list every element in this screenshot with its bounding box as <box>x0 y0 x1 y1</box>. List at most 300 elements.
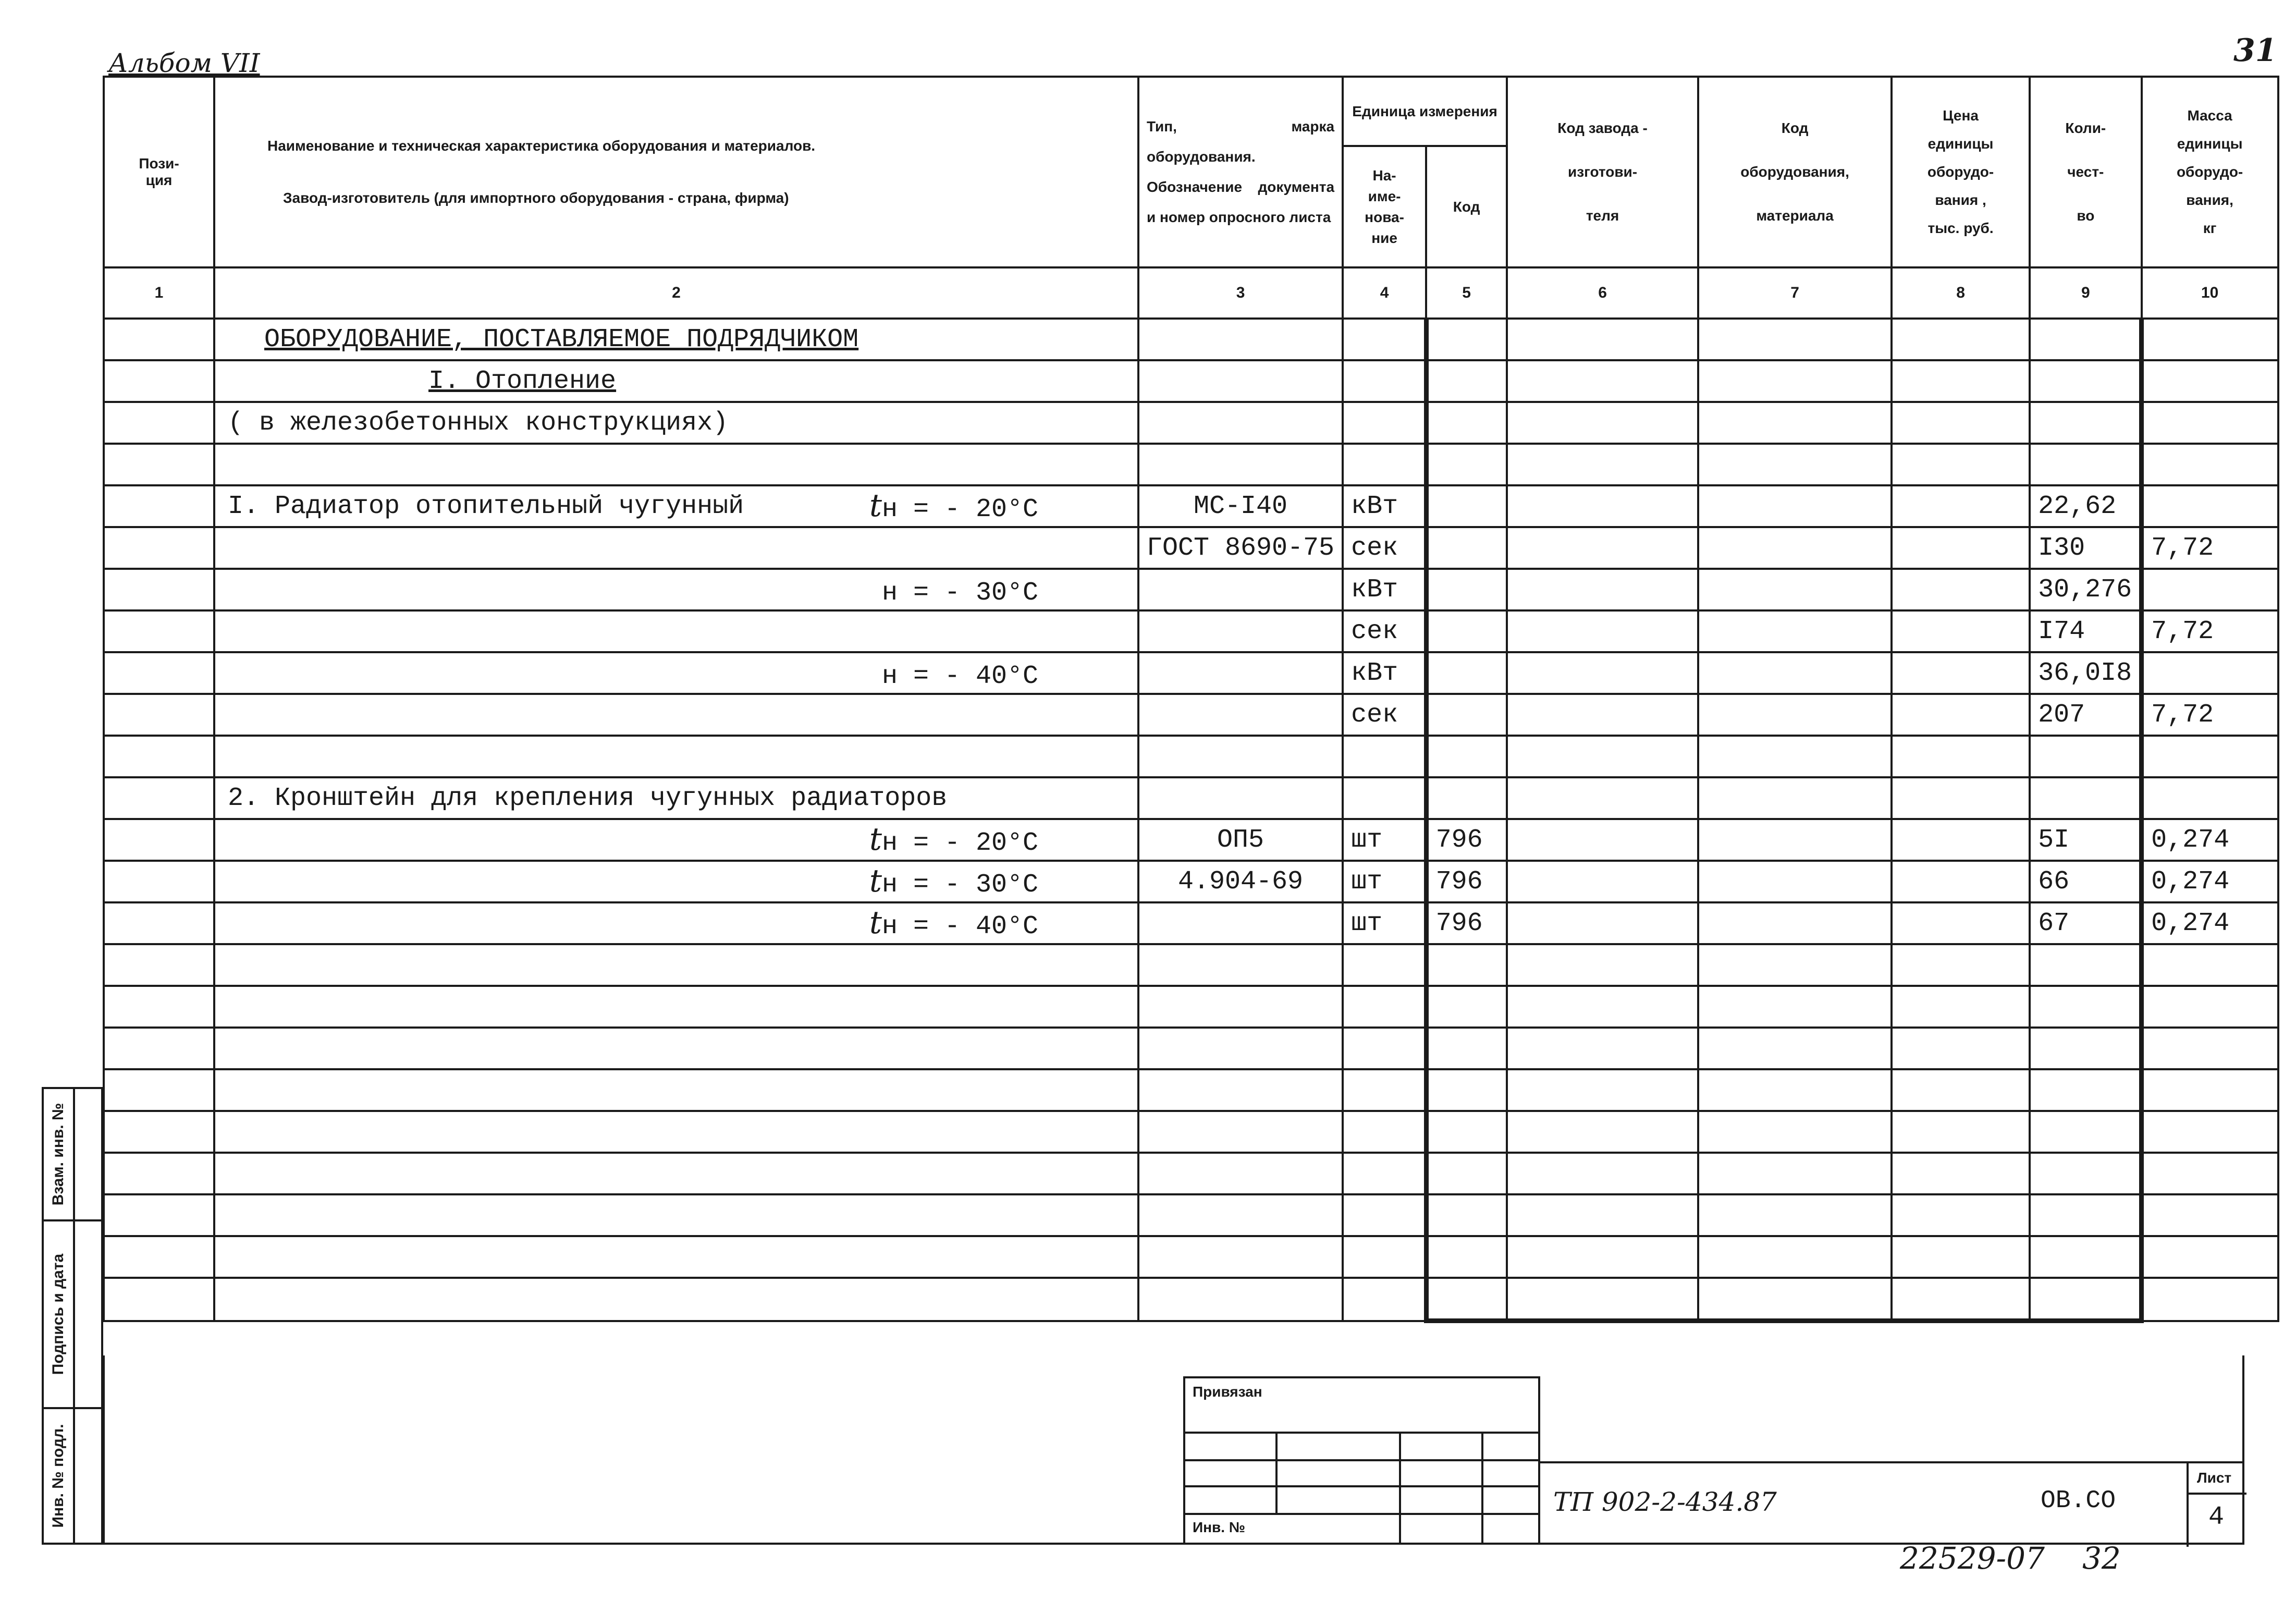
header-position: Пози- ция <box>104 77 214 267</box>
cell-col-10 <box>2142 1153 2278 1194</box>
cell-col-9 <box>2030 1194 2142 1236</box>
cell-col-4: шт <box>1343 861 1426 902</box>
cell-col-5 <box>1426 944 1507 986</box>
cell-col-1 <box>104 1111 214 1153</box>
cell-col-4 <box>1343 1111 1426 1153</box>
cell-col-3 <box>1138 1153 1343 1194</box>
doc-code: ТП 902-2-434.87 <box>1553 1487 1777 1517</box>
cell-col-1 <box>104 402 214 444</box>
cell-col-6 <box>1507 1028 1698 1069</box>
cell-col-1 <box>104 1236 214 1278</box>
cell-col-4 <box>1343 736 1426 777</box>
cell-col-4: кВт <box>1343 652 1426 694</box>
cell-col-1 <box>104 1153 214 1194</box>
cell-col-7 <box>1698 1278 1892 1321</box>
cell-col-5 <box>1426 485 1507 527</box>
temperature-value: н = - 40°C <box>881 662 1038 691</box>
cell-col-8 <box>1892 652 2030 694</box>
temperature-condition <box>869 487 1038 524</box>
cell-col-3 <box>1138 402 1343 444</box>
column-number: 2 <box>214 267 1138 319</box>
side-field-vzam <box>42 1087 103 1221</box>
cell-col-8 <box>1892 1236 2030 1278</box>
cell-col-8 <box>1892 319 2030 360</box>
cell-col-1 <box>104 485 214 527</box>
cell-col-5: 796 <box>1426 902 1507 944</box>
item-name: ОБОРУДОВАНИЕ, ПОСТАВЛЯЕМОЕ ПОДРЯДЧИКОМ <box>264 324 859 355</box>
table-row <box>104 319 2278 360</box>
cell-col-7 <box>1698 736 1892 777</box>
cell-col-10: 7,72 <box>2142 527 2278 569</box>
cell-col-6 <box>1507 527 1698 569</box>
specification-table <box>103 76 2279 1323</box>
cell-col-2 <box>214 485 1138 527</box>
privyazan-label: Привязан <box>1193 1384 1262 1400</box>
table-row <box>104 819 2278 861</box>
cell-col-6 <box>1507 444 1698 485</box>
cell-col-2 <box>214 360 1138 402</box>
privyazan-block <box>1183 1376 1540 1545</box>
temperature-value: н = - 30°C <box>881 870 1038 900</box>
cell-col-5 <box>1426 444 1507 485</box>
cell-col-9 <box>2030 1028 2142 1069</box>
temperature-condition <box>882 571 1038 608</box>
cell-col-7 <box>1698 1153 1892 1194</box>
cell-col-4 <box>1343 319 1426 360</box>
sheet-number: 4 <box>2208 1502 2225 1532</box>
cell-col-1 <box>104 944 214 986</box>
table-row <box>104 736 2278 777</box>
cell-col-4 <box>1343 402 1426 444</box>
header-equipment-code: Код оборудования, материала <box>1698 77 1892 267</box>
cell-col-2 <box>214 819 1138 861</box>
table-row <box>104 569 2278 610</box>
cell-col-1 <box>104 819 214 861</box>
cell-col-1 <box>104 1278 214 1321</box>
header-unit-code: Код <box>1426 146 1507 267</box>
table-row <box>104 1153 2278 1194</box>
cell-col-10 <box>2142 944 2278 986</box>
cell-col-10: 0,274 <box>2142 902 2278 944</box>
cell-col-3 <box>1138 444 1343 485</box>
cell-col-5 <box>1426 1028 1507 1069</box>
cell-col-4 <box>1343 1278 1426 1321</box>
cell-col-6 <box>1507 986 1698 1028</box>
table-row <box>104 694 2278 736</box>
cell-col-1 <box>104 610 214 652</box>
cell-col-1 <box>104 861 214 902</box>
side-label-inv: Инв. № подл. <box>50 1424 67 1528</box>
cell-col-2 <box>214 1153 1138 1194</box>
cell-col-6 <box>1507 902 1698 944</box>
temperature-symbol: t <box>869 821 882 858</box>
cell-col-4 <box>1343 1153 1426 1194</box>
cell-col-1 <box>104 1194 214 1236</box>
cell-col-2 <box>214 1028 1138 1069</box>
cell-col-3 <box>1138 1194 1343 1236</box>
cell-col-3 <box>1138 1111 1343 1153</box>
cell-col-5 <box>1426 319 1507 360</box>
cell-col-8 <box>1892 402 2030 444</box>
cell-col-10: 0,274 <box>2142 861 2278 902</box>
cell-col-10 <box>2142 1028 2278 1069</box>
doc-mark: ОВ.СО <box>2041 1487 2116 1515</box>
cell-col-7 <box>1698 1069 1892 1111</box>
cell-col-9 <box>2030 1111 2142 1153</box>
table-row <box>104 444 2278 485</box>
cell-col-4: шт <box>1343 902 1426 944</box>
cell-col-10 <box>2142 1069 2278 1111</box>
cell-col-2 <box>214 986 1138 1028</box>
album-label: Альбом VII <box>108 48 260 78</box>
cell-col-9 <box>2030 1236 2142 1278</box>
cell-col-7 <box>1698 527 1892 569</box>
cell-col-2 <box>214 1236 1138 1278</box>
table-row <box>104 1194 2278 1236</box>
cell-col-9: 36,0I8 <box>2030 652 2142 694</box>
cell-col-2 <box>214 1278 1138 1321</box>
cell-col-3 <box>1138 319 1343 360</box>
cell-col-2 <box>214 944 1138 986</box>
cell-col-4: сек <box>1343 694 1426 736</box>
cell-col-7 <box>1698 652 1892 694</box>
cell-col-10 <box>2142 736 2278 777</box>
cell-col-5: 796 <box>1426 819 1507 861</box>
cell-col-4 <box>1343 444 1426 485</box>
cell-col-7 <box>1698 360 1892 402</box>
table-row <box>104 402 2278 444</box>
cell-col-6 <box>1507 1111 1698 1153</box>
cell-col-1 <box>104 986 214 1028</box>
item-name: ( в железобетонных конструкциях) <box>228 408 729 438</box>
cell-col-10 <box>2142 1111 2278 1153</box>
cell-col-7 <box>1698 1236 1892 1278</box>
cell-col-9: 66 <box>2030 861 2142 902</box>
temperature-condition <box>882 654 1038 691</box>
cell-col-1 <box>104 1028 214 1069</box>
cell-col-9 <box>2030 402 2142 444</box>
cell-col-4: шт <box>1343 819 1426 861</box>
cell-col-5: 796 <box>1426 861 1507 902</box>
cell-col-6 <box>1507 819 1698 861</box>
table-row <box>104 527 2278 569</box>
column-number: 3 <box>1138 267 1343 319</box>
cell-col-6 <box>1507 569 1698 610</box>
cell-col-3 <box>1138 777 1343 819</box>
cell-col-8 <box>1892 360 2030 402</box>
cell-col-9 <box>2030 1153 2142 1194</box>
cell-col-9: 30,276 <box>2030 569 2142 610</box>
cell-col-4 <box>1343 1028 1426 1069</box>
cell-col-3: ГОСТ 8690-75 <box>1138 527 1343 569</box>
cell-col-8 <box>1892 527 2030 569</box>
cell-col-8 <box>1892 1194 2030 1236</box>
cell-col-3 <box>1138 569 1343 610</box>
cell-col-7 <box>1698 777 1892 819</box>
cell-col-2 <box>214 694 1138 736</box>
temperature-condition <box>869 905 1038 942</box>
cell-col-4 <box>1343 777 1426 819</box>
header-unit-name: На- име- нова- ние <box>1343 146 1426 267</box>
cell-col-9 <box>2030 777 2142 819</box>
cell-col-2 <box>214 1194 1138 1236</box>
cell-col-8 <box>1892 861 2030 902</box>
cell-col-5 <box>1426 1194 1507 1236</box>
item-name: 2. Кронштейн для крепления чугунных радиаторов <box>228 783 948 813</box>
table-row <box>104 1028 2278 1069</box>
cell-col-2 <box>214 1069 1138 1111</box>
table-row <box>104 1236 2278 1278</box>
cell-col-1 <box>104 444 214 485</box>
cell-col-9 <box>2030 319 2142 360</box>
cell-col-4 <box>1343 986 1426 1028</box>
cell-col-7 <box>1698 1194 1892 1236</box>
cell-col-1 <box>104 360 214 402</box>
cell-col-10 <box>2142 777 2278 819</box>
cell-col-2 <box>214 610 1138 652</box>
cell-col-9 <box>2030 736 2142 777</box>
cell-col-8 <box>1892 819 2030 861</box>
header-quantity: Коли- чест- во <box>2030 77 2142 267</box>
table-row <box>104 1111 2278 1153</box>
cell-col-8 <box>1892 1278 2030 1321</box>
cell-col-8 <box>1892 1028 2030 1069</box>
cell-col-7 <box>1698 861 1892 902</box>
cell-col-6 <box>1507 1278 1698 1321</box>
cell-col-9 <box>2030 944 2142 986</box>
cell-col-5 <box>1426 694 1507 736</box>
cell-col-6 <box>1507 1153 1698 1194</box>
table-row <box>104 1278 2278 1321</box>
cell-col-5 <box>1426 1153 1507 1194</box>
cell-col-10: 7,72 <box>2142 610 2278 652</box>
cell-col-6 <box>1507 652 1698 694</box>
column-number: 4 <box>1343 267 1426 319</box>
cell-col-3 <box>1138 610 1343 652</box>
cell-col-9: I30 <box>2030 527 2142 569</box>
cell-col-7 <box>1698 610 1892 652</box>
cell-col-9 <box>2030 444 2142 485</box>
table-row <box>104 861 2278 902</box>
cell-col-2 <box>214 861 1138 902</box>
cell-col-8 <box>1892 694 2030 736</box>
cell-col-10 <box>2142 652 2278 694</box>
column-number: 9 <box>2030 267 2142 319</box>
header-type: Тип, марка оборудования. Обозначение документа и номер опросного листа <box>1138 77 1343 267</box>
cell-col-5 <box>1426 1236 1507 1278</box>
stamp-block <box>1538 1461 2244 1545</box>
temperature-symbol: t <box>869 487 882 524</box>
cell-col-4: кВт <box>1343 485 1426 527</box>
cell-col-8 <box>1892 944 2030 986</box>
sheet-label: Лист <box>2197 1470 2232 1486</box>
cell-col-2 <box>214 777 1138 819</box>
table-row <box>104 944 2278 986</box>
column-number: 8 <box>1892 267 2030 319</box>
cell-col-4: сек <box>1343 527 1426 569</box>
table-row <box>104 1069 2278 1111</box>
cell-col-10 <box>2142 402 2278 444</box>
temperature-condition <box>869 821 1038 858</box>
cell-col-7 <box>1698 1111 1892 1153</box>
temperature-value: н = - 30°C <box>881 578 1038 608</box>
cell-col-10 <box>2142 986 2278 1028</box>
side-label-vzam: Взам. инв. № <box>50 1103 67 1206</box>
cell-col-8 <box>1892 902 2030 944</box>
cell-col-6 <box>1507 402 1698 444</box>
cell-col-10 <box>2142 485 2278 527</box>
cell-col-2 <box>214 444 1138 485</box>
cell-col-3 <box>1138 736 1343 777</box>
cell-col-3 <box>1138 694 1343 736</box>
cell-col-1 <box>104 777 214 819</box>
cell-col-9 <box>2030 360 2142 402</box>
cell-col-2 <box>214 527 1138 569</box>
cell-col-10 <box>2142 1236 2278 1278</box>
cell-col-4 <box>1343 944 1426 986</box>
cell-col-3: ОП5 <box>1138 819 1343 861</box>
temperature-value: н = - 20°C <box>881 495 1038 524</box>
archive-code: 22529-07 <box>1900 1541 2045 1576</box>
temperature-symbol: t <box>869 905 882 941</box>
cell-col-8 <box>1892 569 2030 610</box>
item-name: I. Отопление <box>428 366 617 396</box>
column-number: 1 <box>104 267 214 319</box>
cell-col-2 <box>214 569 1138 610</box>
cell-col-5 <box>1426 402 1507 444</box>
cell-col-8 <box>1892 1069 2030 1111</box>
cell-col-5 <box>1426 1278 1507 1321</box>
column-number: 6 <box>1507 267 1698 319</box>
cell-col-2 <box>214 1111 1138 1153</box>
cell-col-3 <box>1138 986 1343 1028</box>
cell-col-9: 5I <box>2030 819 2142 861</box>
cell-col-4 <box>1343 1069 1426 1111</box>
table-row <box>104 360 2278 402</box>
header-unit-mass: Масса единицы оборудо- вания, кг <box>2142 77 2278 267</box>
cell-col-6 <box>1507 694 1698 736</box>
cell-col-1 <box>104 736 214 777</box>
cell-col-10: 0,274 <box>2142 819 2278 861</box>
table-row <box>104 485 2278 527</box>
cell-col-9: I74 <box>2030 610 2142 652</box>
cell-col-7 <box>1698 569 1892 610</box>
cell-col-8 <box>1892 1111 2030 1153</box>
cell-col-1 <box>104 1069 214 1111</box>
cell-col-6 <box>1507 736 1698 777</box>
cell-col-10: 7,72 <box>2142 694 2278 736</box>
cell-col-3 <box>1138 360 1343 402</box>
cell-col-5 <box>1426 736 1507 777</box>
cell-col-9 <box>2030 1278 2142 1321</box>
cell-col-7 <box>1698 694 1892 736</box>
cell-col-3: МС-I40 <box>1138 485 1343 527</box>
cell-col-4 <box>1343 360 1426 402</box>
cell-col-10 <box>2142 444 2278 485</box>
cell-col-7 <box>1698 1028 1892 1069</box>
side-field-inv <box>42 1407 103 1545</box>
header-manufacturer-code: Код завода - изготови- теля <box>1507 77 1698 267</box>
cell-col-5 <box>1426 610 1507 652</box>
temperature-value: н = - 40°C <box>881 912 1038 942</box>
cell-col-7 <box>1698 944 1892 986</box>
cell-col-4: сек <box>1343 610 1426 652</box>
cell-col-7 <box>1698 485 1892 527</box>
cell-col-9 <box>2030 1069 2142 1111</box>
cell-col-6 <box>1507 1236 1698 1278</box>
cell-col-6 <box>1507 360 1698 402</box>
side-label-podpis: Подпись и дата <box>50 1253 67 1375</box>
cell-col-3 <box>1138 1278 1343 1321</box>
header-unit-group: Единица измерения <box>1343 77 1507 146</box>
temperature-condition <box>869 863 1038 900</box>
cell-col-2 <box>214 319 1138 360</box>
cell-col-7 <box>1698 819 1892 861</box>
temperature-symbol: t <box>869 863 882 899</box>
cell-col-3 <box>1138 1069 1343 1111</box>
column-number: 5 <box>1426 267 1507 319</box>
table-row <box>104 652 2278 694</box>
cell-col-1 <box>104 527 214 569</box>
cell-col-3 <box>1138 1236 1343 1278</box>
item-name: I. Радиатор отопительный чугунный <box>228 491 744 521</box>
cell-col-2 <box>214 402 1138 444</box>
cell-col-10 <box>2142 1194 2278 1236</box>
cell-col-4 <box>1343 1236 1426 1278</box>
cell-col-1 <box>104 569 214 610</box>
cell-col-7 <box>1698 902 1892 944</box>
page-number-top: 31 <box>2233 32 2277 69</box>
table-row <box>104 610 2278 652</box>
cell-col-7 <box>1698 444 1892 485</box>
cell-col-6 <box>1507 319 1698 360</box>
table-row <box>104 986 2278 1028</box>
cell-col-5 <box>1426 986 1507 1028</box>
cell-col-7 <box>1698 986 1892 1028</box>
cell-col-2 <box>214 902 1138 944</box>
column-number: 7 <box>1698 267 1892 319</box>
table-row <box>104 777 2278 819</box>
cell-col-5 <box>1426 777 1507 819</box>
cell-col-1 <box>104 652 214 694</box>
header-unit-price: Цена единицы оборудо- вания , тыс. руб. <box>1892 77 2030 267</box>
cell-col-1 <box>104 694 214 736</box>
cell-col-8 <box>1892 777 2030 819</box>
cell-col-1 <box>104 319 214 360</box>
side-field-podpis <box>42 1219 103 1409</box>
cell-col-2 <box>214 652 1138 694</box>
cell-col-1 <box>104 902 214 944</box>
cell-col-4: кВт <box>1343 569 1426 610</box>
cell-col-3: 4.904-69 <box>1138 861 1343 902</box>
cell-col-3 <box>1138 944 1343 986</box>
header-name: Наименование и техническая характеристика оборудования и материалов. Завод-изготовитель (для импортного оборудования - страна, фирма) <box>214 77 1138 267</box>
cell-col-5 <box>1426 569 1507 610</box>
cell-col-9: 22,62 <box>2030 485 2142 527</box>
cell-col-6 <box>1507 610 1698 652</box>
temperature-value: н = - 20°C <box>881 828 1038 858</box>
cell-col-10 <box>2142 360 2278 402</box>
cell-col-5 <box>1426 527 1507 569</box>
cell-col-10 <box>2142 319 2278 360</box>
cell-col-8 <box>1892 444 2030 485</box>
cell-col-9: 207 <box>2030 694 2142 736</box>
cell-col-3 <box>1138 902 1343 944</box>
cell-col-6 <box>1507 1069 1698 1111</box>
cell-col-5 <box>1426 360 1507 402</box>
cell-col-8 <box>1892 610 2030 652</box>
cell-col-2 <box>214 736 1138 777</box>
